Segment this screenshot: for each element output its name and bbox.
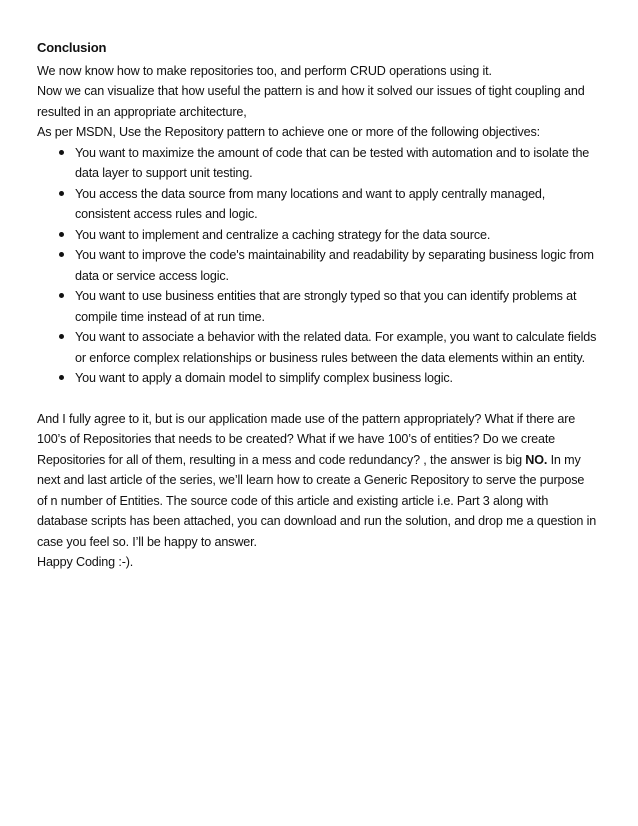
intro-paragraph-2: Now we can visualize that how useful the pattern is and how it solved our issues of tight coupling and resulted in an appropriate architecture,	[37, 84, 585, 119]
closing-paragraph	[37, 409, 597, 553]
list-item	[75, 327, 597, 368]
objective-text: You want to associate a behavior with the related data. For example, you want to calculate fields or enforce complex relationships or business rules between the data elements within an entity.	[75, 330, 597, 365]
document-page	[37, 38, 597, 573]
objective-text: You want to apply a domain model to simplify complex business logic.	[75, 371, 453, 385]
bullet-icon	[59, 293, 64, 298]
objective-text: You access the data source from many locations and want to apply centrally managed, consistent access rules and logic.	[75, 186, 546, 221]
paragraph-spacer	[37, 389, 597, 409]
objective-text: You want to implement and centralize a caching strategy for the data source.	[75, 227, 491, 242]
closing-text-start: And I fully agree to it, but is our application made use of the pattern appropriately? What if there are 100’s of Repositories that needs to be created? What if we have 100’s of entities? Do we create Repositories for all of them, resulting in a mess and code redundancy? , the answer is big	[37, 411, 576, 467]
list-item	[75, 225, 597, 246]
list-item	[75, 368, 597, 389]
closing-emphasis: NO.	[525, 452, 548, 467]
list-item	[75, 143, 597, 184]
bullet-icon	[59, 150, 64, 155]
bullet-icon	[59, 375, 64, 380]
objective-text: You want to improve the code's maintainability and readability by separating business logic from data or service access logic.	[75, 248, 594, 283]
bullet-icon	[59, 252, 64, 257]
bullet-icon	[59, 334, 64, 339]
list-item	[75, 245, 597, 286]
section-heading: Conclusion	[37, 40, 107, 55]
list-item	[75, 286, 597, 327]
sign-off: Happy Coding :-).	[37, 555, 134, 569]
objective-text: You want to use business entities that are strongly typed so that you can identify problems at compile time instead of at run time.	[75, 289, 577, 324]
bullet-icon	[59, 191, 64, 196]
closing-text-end: In my next and last article of the series, we’ll learn how to create a Generic Repository to serve the purpose of n number of Entities. The source code of this article and existing article i.e. Part 3 along with database scripts has been attached, you can download and run the solution, and drop me a question in case you feel so. I’ll be happy to answer.	[37, 452, 597, 549]
bullet-icon	[59, 232, 64, 237]
intro-paragraph-3: As per MSDN, Use the Repository pattern to achieve one or more of the following objectives:	[37, 125, 540, 139]
objectives-list	[37, 143, 597, 389]
intro-paragraph-1: We now know how to make repositories too, and perform CRUD operations using it.	[37, 63, 492, 78]
objective-text: You want to maximize the amount of code that can be tested with automation and to isolate the data layer to support unit testing.	[75, 145, 590, 180]
list-item	[75, 184, 597, 225]
